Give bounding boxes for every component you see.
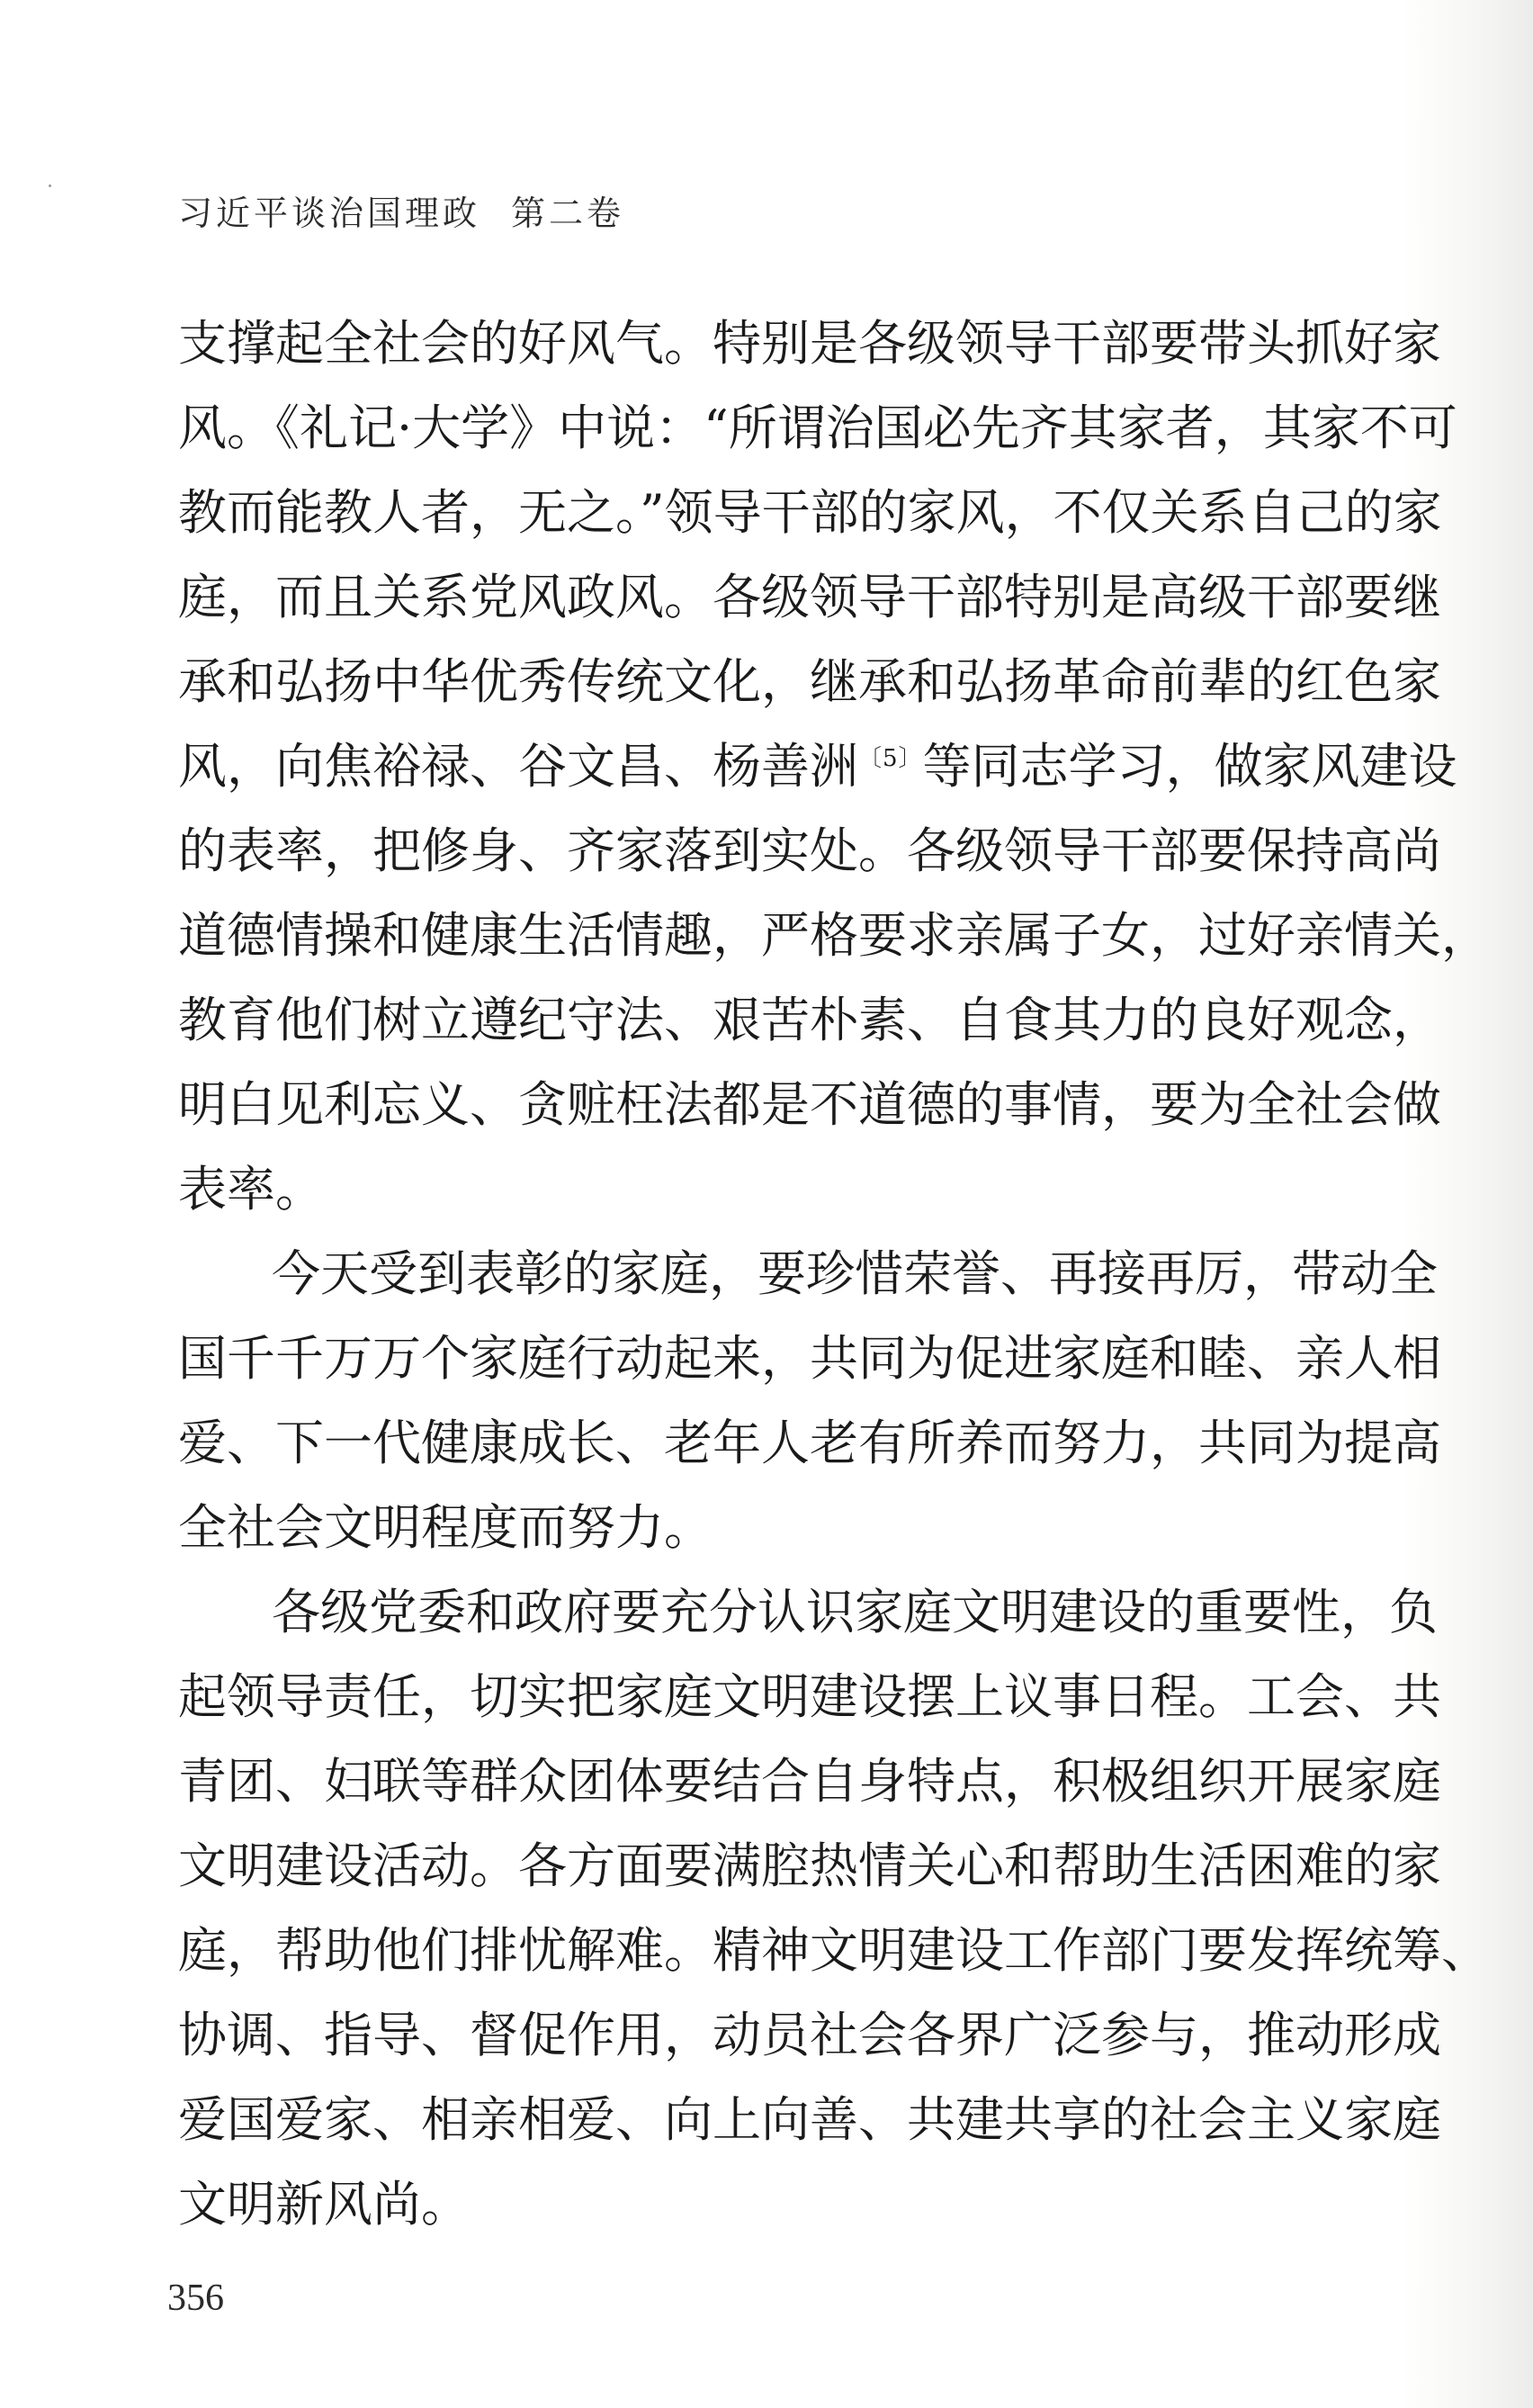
text-line: 爱国爱家、相亲相爱、向上向善、共建共享的社会主义家庭 <box>178 2091 1441 2148</box>
text-line: 道德情操和健康生活情趣，严格要求亲属子女，过好亲情关， <box>178 907 1490 964</box>
text-line: 庭，而且关系党风政风。各级领导干部特别是高级干部要继 <box>178 569 1441 625</box>
footnote-reference[interactable]: 〔5〕 <box>858 745 923 772</box>
text-line: 承和弘扬中华优秀传统文化，继承和弘扬革命前辈的红色家 <box>178 653 1441 710</box>
body-text <box>178 301 1490 2247</box>
text-line: 表率。 <box>178 1161 324 1217</box>
text-line: 明白见利忘义、贪赃枉法都是不道德的事情，要为全社会做 <box>178 1076 1441 1133</box>
text-line: 起领导责任，切实把家庭文明建设摆上议事日程。工会、共 <box>178 1668 1441 1725</box>
scan-speck <box>49 184 51 187</box>
text-line: 文明新风尚。 <box>178 2176 470 2233</box>
text-line: 风。《礼记·大学》中说：“所谓治国必先齐其家者，其家不可 <box>178 400 1457 456</box>
text-line-with-note <box>178 724 1457 809</box>
text-line: 全社会文明程度而努力。 <box>178 1499 713 1556</box>
line-text-before-note: 风，向焦裕禄、谷文昌、杨善洲 <box>178 738 858 795</box>
paragraph-first-line: 各级党委和政府要充分认识家庭文明建设的重要性，负 <box>272 1584 1438 1640</box>
text-line: 教育他们树立遵纪守法、艰苦朴素、自食其力的良好观念， <box>178 992 1441 1048</box>
text-line: 国千千万万个家庭行动起来，共同为促进家庭和睦、亲人相 <box>178 1330 1441 1387</box>
page-number: 356 <box>167 2278 224 2319</box>
text-line: 文明建设活动。各方面要满腔热情关心和帮助生活困难的家 <box>178 1837 1441 1894</box>
paragraph-first-line: 今天受到表彰的家庭，要珍惜荣誉、再接再厉，带动全 <box>272 1245 1438 1302</box>
text-line: 爱、下一代健康成长、老年人老有所养而努力，共同为提高 <box>178 1415 1441 1471</box>
text-line: 的表率，把修身、齐家落到实处。各级领导干部要保持高尚 <box>178 822 1441 879</box>
text-line: 协调、指导、督促作用，动员社会各界广泛参与，推动形成 <box>178 2007 1441 2063</box>
book-title: 习近平谈治国理政 <box>178 193 481 233</box>
text-line: 青团、妇联等群众团体要结合自身特点，积极组织开展家庭 <box>178 1753 1441 1810</box>
text-line: 庭，帮助他们排忧解难。精神文明建设工作部门要发挥统筹、 <box>178 1922 1490 1979</box>
text-line: 支撑起全社会的好风气。特别是各级领导干部要带头抓好家 <box>178 315 1441 372</box>
line-text-after-note: 等同志学习，做家风建设 <box>922 738 1457 795</box>
running-header <box>178 185 624 235</box>
text-line: 教而能教人者，无之。”领导干部的家风，不仅关系自己的家 <box>178 484 1442 541</box>
volume-label: 第二卷 <box>511 193 625 233</box>
